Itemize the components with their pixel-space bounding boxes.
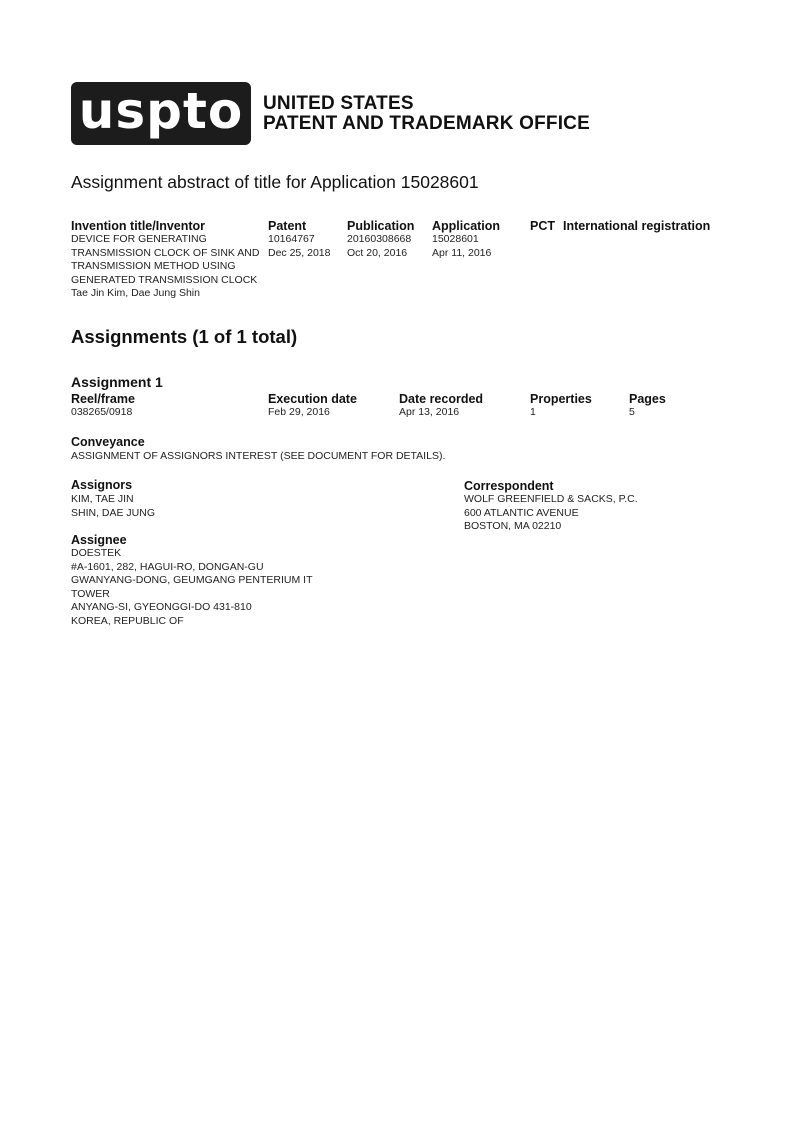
assignor-name: KIM, TAE JIN bbox=[71, 493, 134, 505]
assignee-address-line: GWANYANG-DONG, GEUMGANG PENTERIUM IT bbox=[71, 574, 313, 587]
patent-date: Dec 25, 2018 bbox=[268, 246, 331, 259]
office-name-line-1: UNITED STATES bbox=[263, 93, 414, 114]
header-publication: Publication bbox=[347, 219, 415, 233]
publication-number: 20160308668 bbox=[347, 233, 412, 245]
assignee-address-line: #A-1601, 282, HAGUI-RO, DONGAN-GU bbox=[71, 560, 264, 573]
publication-details bbox=[347, 233, 411, 260]
conveyance-text: ASSIGNMENT OF ASSIGNORS INTEREST (SEE DOCUMENT FOR DETAILS). bbox=[71, 450, 446, 462]
header-invention: Invention title/Inventor bbox=[71, 219, 206, 233]
header-patent: Patent bbox=[268, 219, 307, 233]
invention-title-line: TRANSMISSION CLOCK OF SINK AND bbox=[71, 246, 260, 259]
assignee-country: KOREA, REPUBLIC OF bbox=[71, 614, 184, 627]
patent-details bbox=[268, 233, 330, 260]
reel-frame-value: 038265/0918 bbox=[71, 406, 133, 418]
header-execution-date: Execution date bbox=[268, 392, 357, 406]
uspto-logo-wordmark: uspto bbox=[78, 81, 244, 140]
assignee-address bbox=[71, 547, 313, 629]
header-application: Application bbox=[432, 219, 501, 233]
invention-title-line: GENERATED TRANSMISSION CLOCK bbox=[71, 273, 258, 286]
inventor-names: Tae Jin Kim, Dae Jung Shin bbox=[71, 287, 200, 300]
publication-date: Oct 20, 2016 bbox=[347, 246, 408, 259]
assignors-label: Assignors bbox=[71, 478, 133, 492]
assignors-list bbox=[71, 493, 155, 520]
invention-title-line: TRANSMISSION METHOD USING bbox=[71, 260, 236, 273]
assignment-title: Assignment 1 bbox=[71, 374, 163, 390]
application-details bbox=[432, 233, 491, 260]
assignee-label: Assignee bbox=[71, 533, 127, 547]
assignee-address-line: ANYANG-SI, GYEONGGI-DO 431-810 bbox=[71, 601, 252, 614]
correspondent-name: WOLF GREENFIELD & SACKS, P.C. bbox=[464, 493, 638, 505]
properties-value: 1 bbox=[530, 406, 536, 418]
execution-date-value: Feb 29, 2016 bbox=[268, 406, 330, 418]
assignee-address-line: TOWER bbox=[71, 587, 110, 600]
pages-value: 5 bbox=[629, 406, 635, 418]
page-title: Assignment abstract of title for Application 15028601 bbox=[71, 172, 479, 192]
correspondent-street: 600 ATLANTIC AVENUE bbox=[464, 506, 579, 519]
conveyance-label: Conveyance bbox=[71, 435, 145, 449]
header-properties: Properties bbox=[530, 392, 592, 406]
invention-details bbox=[71, 233, 259, 301]
correspondent-city: BOSTON, MA 02210 bbox=[464, 520, 562, 533]
assignee-name: DOESTEK bbox=[71, 547, 122, 559]
correspondent-label: Correspondent bbox=[464, 479, 554, 493]
patent-number: 10164767 bbox=[268, 233, 315, 245]
application-number: 15028601 bbox=[432, 233, 479, 245]
header-international-registration: International registration bbox=[563, 219, 711, 233]
assignments-heading: Assignments (1 of 1 total) bbox=[71, 326, 298, 347]
header-pages: Pages bbox=[629, 392, 666, 406]
correspondent-address bbox=[464, 493, 638, 534]
application-date: Apr 11, 2016 bbox=[432, 246, 492, 259]
uspto-logo bbox=[71, 82, 251, 145]
assignor-name: SHIN, DAE JUNG bbox=[71, 506, 156, 519]
invention-title-line: DEVICE FOR GENERATING bbox=[71, 233, 207, 245]
header-reel-frame: Reel/frame bbox=[71, 392, 135, 406]
office-name bbox=[263, 94, 590, 134]
header-date-recorded: Date recorded bbox=[399, 392, 484, 406]
office-name-line-2: PATENT AND TRADEMARK OFFICE bbox=[263, 113, 590, 134]
header-pct: PCT bbox=[530, 219, 555, 233]
date-recorded-value: Apr 13, 2016 bbox=[399, 406, 460, 418]
